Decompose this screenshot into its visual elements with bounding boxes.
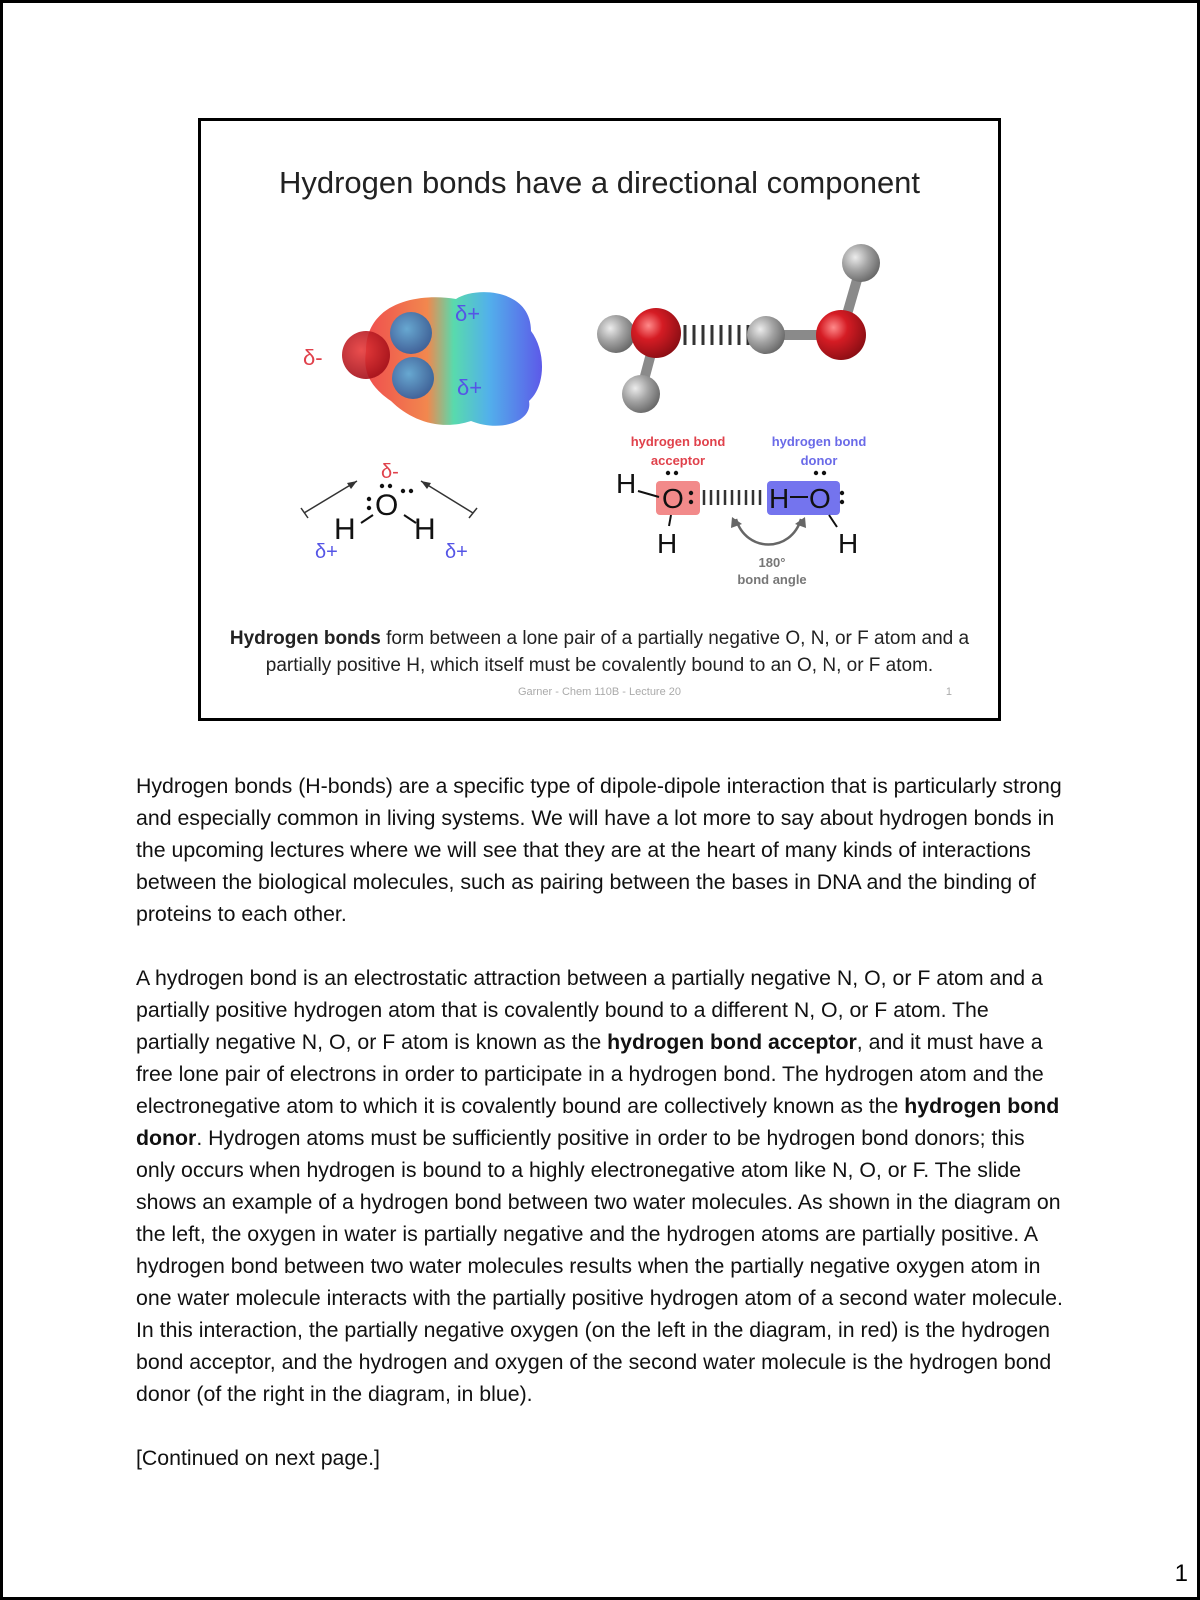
donor-label-line2: donor (800, 453, 838, 468)
lewis-water-diagram (301, 461, 477, 563)
lewis-delta-minus: δ- (381, 461, 399, 483)
page-number: 1 (1174, 1560, 1188, 1587)
acceptor-hydrogen-top: H (616, 468, 637, 499)
donor-label-line1: hydrogen bond (771, 434, 867, 449)
slide-footer-source: Garner - Chem 110B - Lecture 20 (517, 686, 682, 698)
delta-plus-label-top: δ+ (455, 301, 481, 326)
lewis-hydrogen-right: H (414, 513, 436, 546)
acceptor-hydrogen-bottom: H (657, 528, 678, 559)
caption-text: form between a lone pair of a partially negative O, N, or F atom and a partially positive H, which itself must be covalently bound to an O, N, or F atom. (265, 628, 970, 676)
bond-angle-value: 180° (758, 555, 786, 570)
ball-and-stick-water-dimer (597, 244, 880, 413)
term-hydrogen-bond-donor: hydrogen bond donor (136, 1094, 1060, 1150)
electrostatic-potential-map (342, 292, 542, 426)
slide-caption (201, 625, 998, 679)
paragraph-2-part-b: , and it must have a free lone pair of electrons in order to participate in a hydrogen bond. The hydrogen atom and the electronegative atom to which it is covalently bound are collectively known as the (136, 1030, 1044, 1118)
paragraph-2-part-c: . Hydrogen atoms must be sufficiently positive in order to be hydrogen bond donors; this only occurs when hydrogen is bound to a highly electronegative atom like N, O, or F. The slide shows an example of a hydrogen bond between two water molecules. As shown in the diagram on the left, the oxygen in water is partially negative and the hydrogen atoms are partially positive. A hydrogen bond between two water molecules results when the partially negative oxygen atom in one water molecule interacts with the partially positive hydrogen atom of a second water molecule. In this interaction, the partially negative oxygen (on the left in the diagram, in red) is the hydrogen bond acceptor, and the hydrogen and oxygen of the second water molecule is the hydrogen bond donor (of the right in the diagram, in blue). (136, 1126, 1063, 1406)
paragraph-2-part-a: A hydrogen bond is an electrostatic attraction between a partially negative N, O, or F atom and a partially positive hydrogen atom that is covalently bound to a different N, O, or F atom. The partially negative N, O, or F atom is known as the (136, 966, 1043, 1054)
hydrogen-bond-lewis-diagram (616, 434, 866, 587)
delta-plus-label-bottom: δ+ (457, 375, 483, 400)
delta-minus-label: δ- (303, 345, 323, 370)
donor-hydrogen: H (769, 483, 790, 514)
lecture-slide (198, 118, 1001, 721)
lewis-delta-plus-left: δ+ (315, 541, 338, 563)
bond-angle-label: bond angle (737, 572, 807, 587)
paragraph-1: Hydrogen bonds (H-bonds) are a specific type of dipole-dipole interaction that is particularly strong and especially common in living systems. We will have a lot more to say about hydrogen bonds in the upcoming lectures where we will see that they are at the heart of many kinds of interactions between the biological molecules, such as pairing between the bases in DNA and the binding of proteins to each other. (136, 774, 1062, 926)
paragraph-2 (136, 962, 1066, 1410)
lewis-hydrogen-left: H (334, 513, 356, 546)
notes-body (136, 770, 1066, 1506)
acceptor-label-line1: hydrogen bond (630, 434, 726, 449)
paragraph-3: [Continued on next page.] (136, 1446, 380, 1470)
term-hydrogen-bond-acceptor: hydrogen bond acceptor (607, 1030, 857, 1054)
lewis-delta-plus-right: δ+ (445, 541, 468, 563)
acceptor-label-line2: acceptor (650, 453, 706, 468)
acceptor-oxygen: O (662, 483, 684, 514)
donor-oxygen: O (809, 483, 831, 514)
slide-title: Hydrogen bonds have a directional component (278, 165, 921, 200)
donor-hydrogen-bottom: H (838, 528, 859, 559)
lewis-oxygen: O (375, 489, 399, 522)
caption-bold: Hydrogen bonds (229, 628, 381, 649)
slide-footer-number: 1 (945, 686, 952, 698)
bond-angle-arrow (736, 519, 801, 545)
